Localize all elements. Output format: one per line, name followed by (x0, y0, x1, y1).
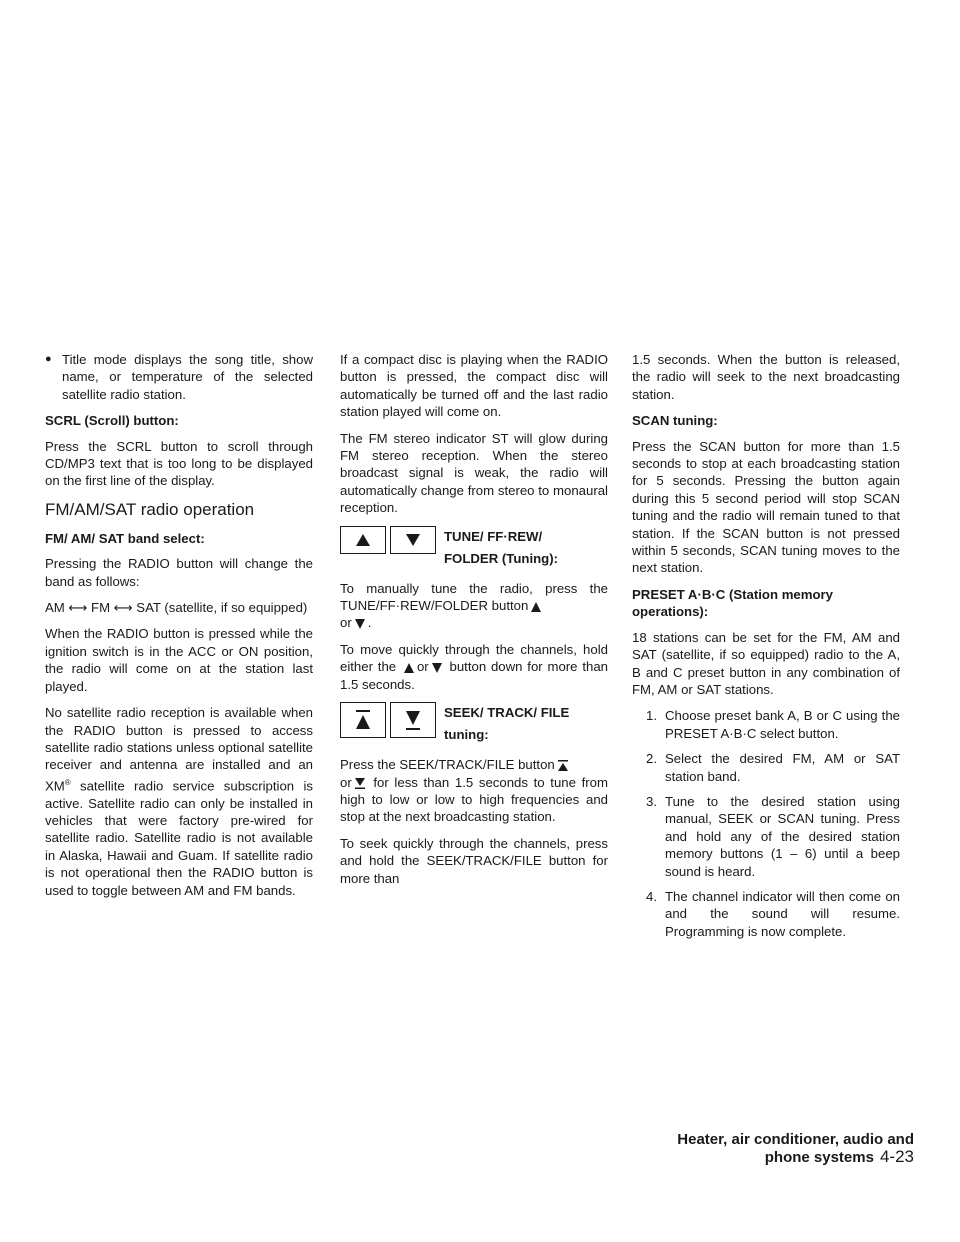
seek-down-button (390, 702, 436, 738)
seek-up-icon (354, 709, 372, 731)
band-sequence: AM ⟷ FM ⟷ SAT (satellite, if so equipped) (45, 600, 308, 616)
tune-quick-or: or (416, 659, 429, 675)
band-heading: FM/ AM/ SAT band select: (45, 530, 205, 546)
page-footer (632, 1131, 914, 1167)
step-number: 4. (646, 888, 657, 904)
up-triangle-icon (355, 533, 371, 547)
tune-text-end: . (367, 615, 372, 631)
column-1 (45, 351, 313, 908)
band-text: Pressing the RADIO button will change the band as follows: (45, 556, 313, 589)
tune-button-pair (340, 526, 436, 554)
step-number: 1. (646, 708, 657, 724)
seek-hold-text: To seek quickly through the channels, press and hold the SEEK/TRACK/FILE button for more than (340, 835, 608, 886)
tune-text (340, 580, 608, 632)
bullet-item (45, 351, 313, 403)
satellite-text-b: satellite radio service subscription is active. Satellite radio can only be installed in vehicles that were factory pre-wired for satellite radio. Satellite radio is not available in Alaska, Hawaii and Guam. If satellite radio is not operational then the RADIO button is used to toggle between AM and FM bands. (45, 778, 313, 898)
radio-text: When the RADIO button is pressed while the ignition switch is in the ACC or ON position, the radio will come on at the station last played. (45, 626, 313, 694)
seek-up-button (340, 702, 386, 738)
down-triangle-icon (431, 662, 443, 674)
seek-text (340, 756, 608, 826)
satellite-text-a: No satellite radio reception is available when the RADIO button is pressed to access satellite radio stations unless optional satellite receiver and antenna are installed and an XM (45, 705, 313, 794)
section-title: FM/AM/SAT radio operation (45, 499, 255, 519)
tune-quick-a: To move quickly through the channels, hold either the (340, 641, 608, 675)
tune-quick-b: button down for more than 1.5 seconds. (340, 659, 608, 692)
seek-button-pair (340, 702, 436, 738)
seek-continued-text: 1.5 seconds. When the button is released, the radio will seek to the next broadcasting station. (632, 352, 900, 402)
tune-quick-text (340, 641, 608, 693)
step-text: Tune to the desired station using manual, SEEK or SCAN tuning. Press and hold any of the desired station memory buttons (1 – 6) until a beep sound is heard. (665, 793, 900, 879)
column-2 (340, 351, 608, 896)
step-text: Select the desired FM, AM or SAT station band. (665, 751, 900, 784)
column-3 (632, 351, 900, 948)
scan-heading: SCAN tuning: (632, 413, 718, 429)
tune-up-button (340, 526, 386, 554)
step-number: 3. (646, 793, 657, 809)
satellite-text (45, 704, 313, 899)
up-triangle-icon (403, 662, 415, 674)
list-item (632, 888, 900, 940)
seek-down-icon (354, 777, 366, 789)
step-number: 2. (646, 751, 657, 767)
step-text: The channel indicator will then come on and the sound will resume. Programming is now complete. (665, 888, 900, 939)
preset-text: 18 stations can be set for the FM, AM and SAT (satellite, if so equipped) radio to the A, B and C preset button in any combination of FM, AM or SAT stations. (632, 629, 900, 697)
seek-heading: SEEK/ TRACK/ FILE tuning: (444, 705, 570, 743)
bullet-text: Title mode displays the song title, show name, or temperature of the selected satellite radio station. (62, 352, 313, 402)
bullet-icon: ● (45, 353, 52, 365)
scrl-text: Press the SCRL button to scroll through CD/MP3 text that is too long to be displayed on the first line of the display. (45, 438, 313, 489)
tune-down-button (390, 526, 436, 554)
list-item (632, 793, 900, 880)
down-triangle-icon (354, 618, 366, 630)
tune-text-a: To manually tune the radio, press the TUNE/FF·REW/FOLDER button (340, 580, 608, 614)
page-number: 4-23 (879, 1147, 914, 1167)
stereo-text: The FM stereo indicator ST will glow during FM stereo reception. When the stereo broadcast signal is weak, the radio will automatically change from stereo to monaural reception. (340, 430, 608, 516)
list-item (632, 750, 900, 785)
scan-text: Press the SCAN button for more than 1.5 seconds to stop at each broadcasting station for 5 seconds. Pressing the button again during this 5 second period will stop SCAN tuning and the radio will remain tuned to that station. If the SCAN button is not pressed within 5 seconds, SCAN tuning moves to the next station. (632, 438, 900, 576)
seek-text-a: Press the SEEK/TRACK/FILE button (340, 757, 555, 773)
tune-text-or: or (340, 615, 352, 631)
preset-heading: PRESET A·B·C (Station memory operations): (632, 586, 834, 620)
chapter-title: Heater, air conditioner, audio and phone systems (677, 1131, 914, 1167)
tune-button-row (340, 526, 608, 570)
seek-text-b: for less than 1.5 seconds to tune from high to low or low to high frequencies and stop at the next broadcasting station. (340, 774, 608, 825)
seek-button-row (340, 702, 608, 746)
scrl-heading: SCRL (Scroll) button: (45, 413, 179, 429)
step-text: Choose preset bank A, B or C using the PRESET A·B·C select button. (665, 708, 900, 741)
seek-text-or: or (340, 774, 352, 790)
seek-down-icon (404, 709, 422, 731)
seek-up-icon (557, 760, 569, 772)
tune-heading: TUNE/ FF·REW/ FOLDER (Tuning): (444, 528, 559, 566)
up-triangle-icon (530, 601, 542, 613)
cd-text: If a compact disc is playing when the RADIO button is pressed, the compact disc will automatically be turned off and the last radio station played will come on. (340, 352, 608, 420)
registered-mark: ® (64, 777, 71, 787)
down-triangle-icon (405, 533, 421, 547)
list-item (632, 707, 900, 742)
